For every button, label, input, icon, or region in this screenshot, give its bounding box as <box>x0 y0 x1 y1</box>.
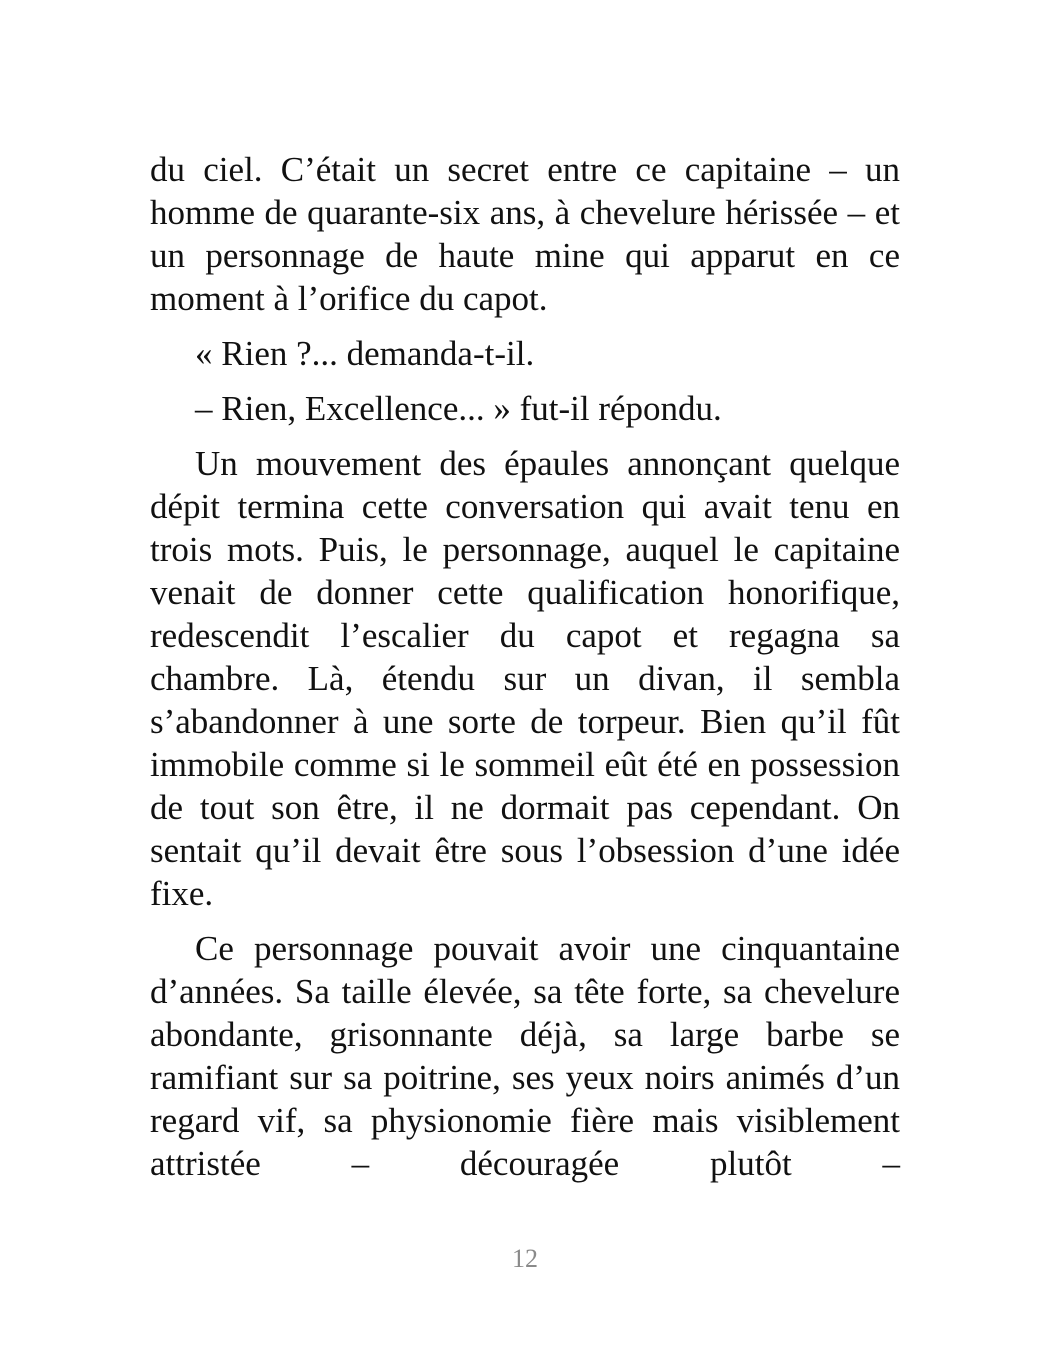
paragraph-dialogue-answer: – Rien, Excellence... » fut-il répondu. <box>195 389 722 428</box>
paragraph-narrative: Un mouvement des épaules annonçant quelque dépit termina cette conversation qui avait tenu en trois mots. Puis, le personnage, auquel le capitaine venait de donner cette qualification honorifique, redescendit l’escalier du capot et regagna sa chambre. Là, étendu sur un divan, il sembla s’abandonner à une sorte de torpeur. Bien qu’il fût immobile comme si le sommeil eût été en possession de tout son être, il ne dormait pas cependant. On sentait qu’il devait être sous l’obsession d’une idée fixe. <box>150 444 900 913</box>
paragraph-description: Ce personnage pouvait avoir une cinquantaine d’années. Sa taille élevée, sa tête forte, sa chevelure abondante, grisonnante déjà, sa large barbe se ramifiant sur sa poitrine, ses yeux noirs animés d’un regard vif, sa physionomie fière mais visiblement attristée – découragée plutôt – <box>150 929 900 1183</box>
body-text <box>150 148 900 1197</box>
page-number: 12 <box>512 1244 538 1273</box>
paragraph-continuation: du ciel. C’était un secret entre ce capitaine – un homme de quarante-six ans, à chevelure hérissée – et un personnage de haute mine qui apparut en ce moment à l’orifice du capot. <box>150 150 900 318</box>
paragraph-dialogue-question: « Rien ?... demanda-t-il. <box>195 334 535 373</box>
